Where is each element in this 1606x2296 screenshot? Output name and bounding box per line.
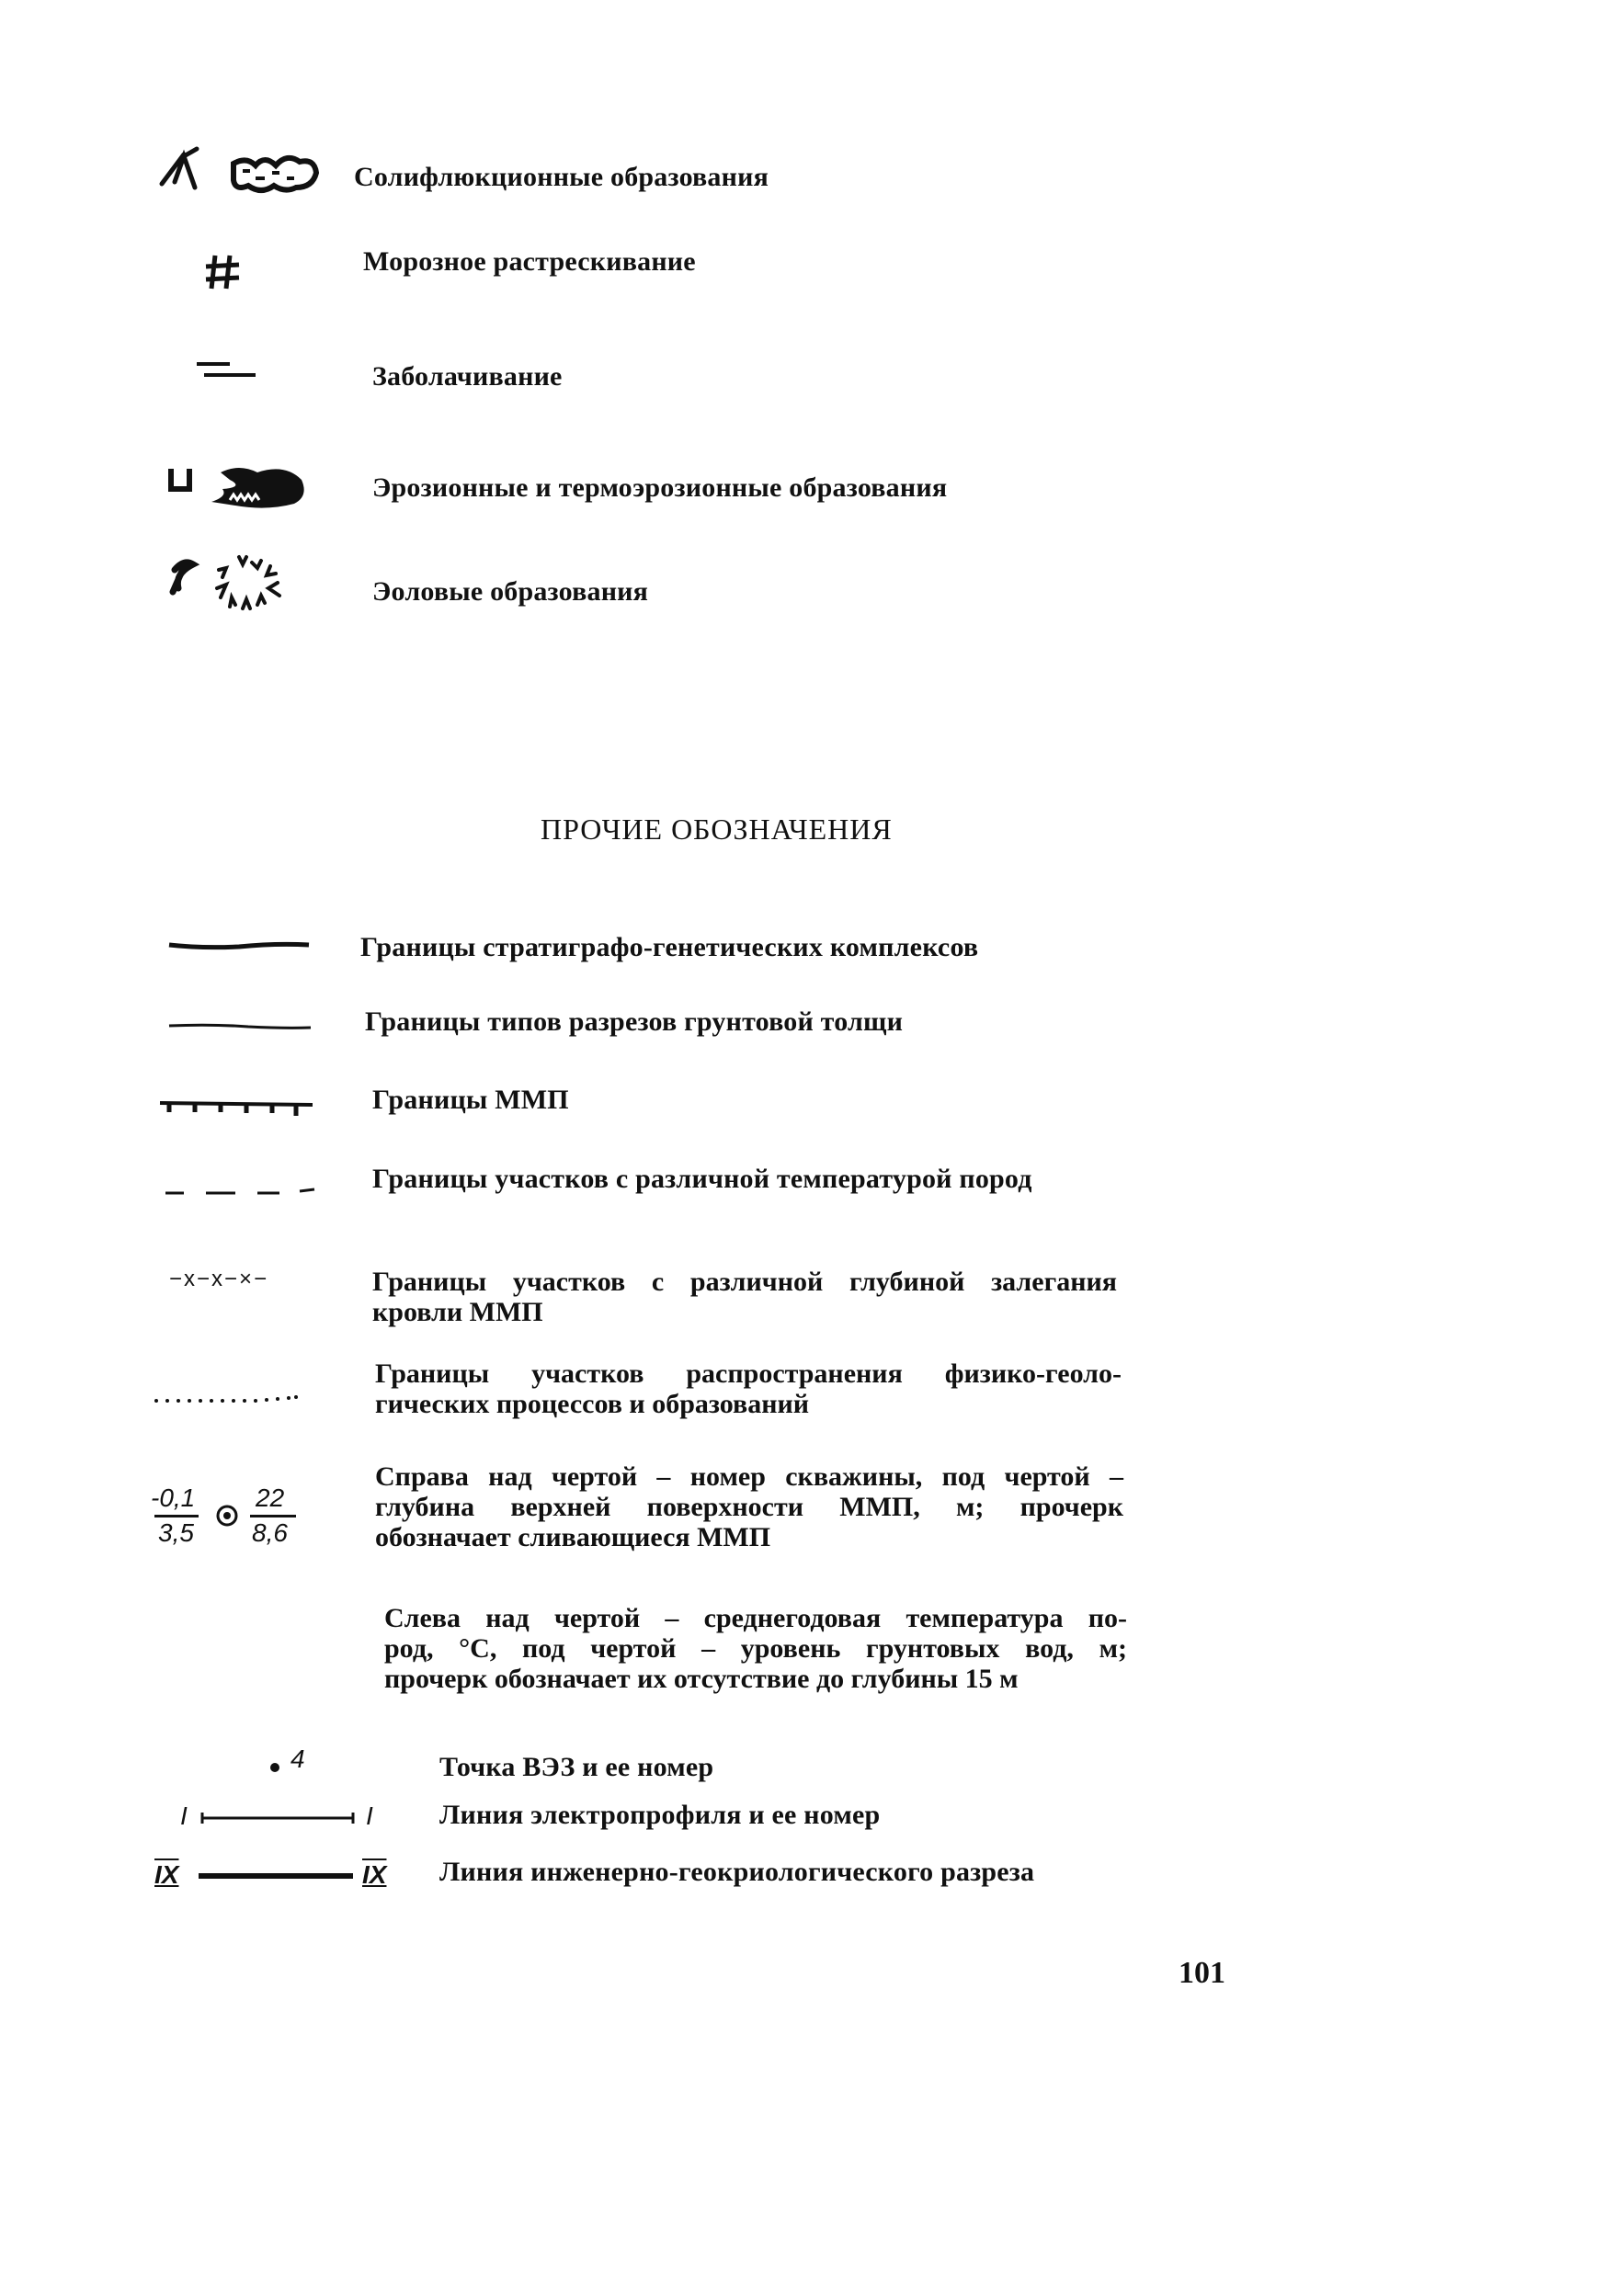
well-left-line-2: род, °С, под чертой – уровень грунтовых вод, м; <box>384 1633 1127 1664</box>
legend-label-aeolian: Эоловые образования <box>372 576 649 607</box>
section-number-left: IX <box>154 1860 179 1889</box>
profile-number-right: I <box>366 1802 373 1830</box>
well-right-bottom: 8,6 <box>252 1518 288 1547</box>
well-right-top: 22 <box>256 1483 285 1512</box>
frost-cracking-icon <box>204 254 241 290</box>
erosion-icon <box>165 460 313 515</box>
processes-boundary-icon <box>153 1393 300 1406</box>
legend-label-swamping: Заболачивание <box>372 361 563 392</box>
ves-point-icon <box>270 1763 279 1772</box>
depth-line-1: Границы участков с различной глубиной залегания <box>372 1267 1117 1297</box>
solifluction-icon <box>158 145 324 200</box>
legend-label-well-right <box>375 1461 1123 1552</box>
legend-label-electroprofile: Линия электропрофиля и ее номер <box>439 1800 881 1830</box>
profile-number-left: I <box>180 1802 188 1830</box>
well-left-top: -0,1 <box>151 1483 196 1512</box>
well-left-bottom: 3,5 <box>158 1518 194 1547</box>
page-number: 101 <box>1179 1956 1225 1990</box>
legend-label-erosion: Эрозионные и термоэрозионные образования <box>372 472 948 503</box>
legend-label-mmp: Границы ММП <box>372 1085 569 1115</box>
legend-label-temperature: Границы участков с различной температурой пород <box>372 1164 1032 1194</box>
well-right-fraction-line <box>250 1515 296 1517</box>
legend-label-solifluction: Солифлюкционные образования <box>354 162 769 192</box>
well-marker-icon <box>215 1504 239 1528</box>
section-type-boundary-icon <box>165 1018 313 1033</box>
section-number-right: IX <box>362 1860 387 1889</box>
temperature-boundary-icon <box>162 1186 318 1199</box>
geocryo-section-line-icon <box>195 1870 357 1882</box>
swamping-icon <box>193 358 257 386</box>
processes-line-2: гических процессов и образований <box>375 1389 810 1419</box>
well-right-line-1: Справа над чертой – номер скважины, под чертой – <box>375 1461 1123 1492</box>
legend-label-frost-cracking: Морозное растрескивание <box>363 246 696 277</box>
ves-point-number: 4 <box>290 1745 305 1773</box>
mmp-boundary-icon <box>156 1094 322 1121</box>
legend-label-geocryo-section: Линия инженерно-геокриологического разреза <box>439 1857 1035 1887</box>
well-right-line-2: глубина верхней поверхности ММП, м; прочерк <box>375 1492 1123 1522</box>
section-title: ПРОЧИЕ ОБОЗНАЧЕНИЯ <box>541 813 893 846</box>
legend-label-ves-point: Точка ВЭЗ и ее номер <box>439 1752 714 1782</box>
legend-label-depth <box>372 1267 1117 1327</box>
electroprofile-line-icon <box>199 1811 357 1825</box>
legend-label-well-left <box>384 1603 1127 1694</box>
stratigraphic-boundary-icon <box>165 936 313 954</box>
well-left-line-1: Слева над чертой – среднегодовая температура по- <box>384 1603 1127 1633</box>
processes-line-1: Границы участков распространения физико-геоло- <box>375 1358 1122 1389</box>
well-left-line-3: прочерк обозначает их отсутствие до глубины 15 м <box>384 1664 1019 1694</box>
legend-label-stratigraphic: Границы стратиграфо-генетических комплексов <box>360 932 979 962</box>
aeolian-icon <box>165 551 313 625</box>
well-left-fraction-line <box>154 1515 199 1517</box>
well-right-line-3: обозначает сливающиеся ММП <box>375 1522 771 1552</box>
depth-line-2: кровли ММП <box>372 1297 543 1327</box>
legend-label-processes <box>375 1358 1122 1419</box>
legend-label-section-types: Границы типов разрезов грунтовой толщи <box>365 1006 904 1037</box>
depth-boundary-icon: −x−x−×− <box>169 1267 269 1291</box>
